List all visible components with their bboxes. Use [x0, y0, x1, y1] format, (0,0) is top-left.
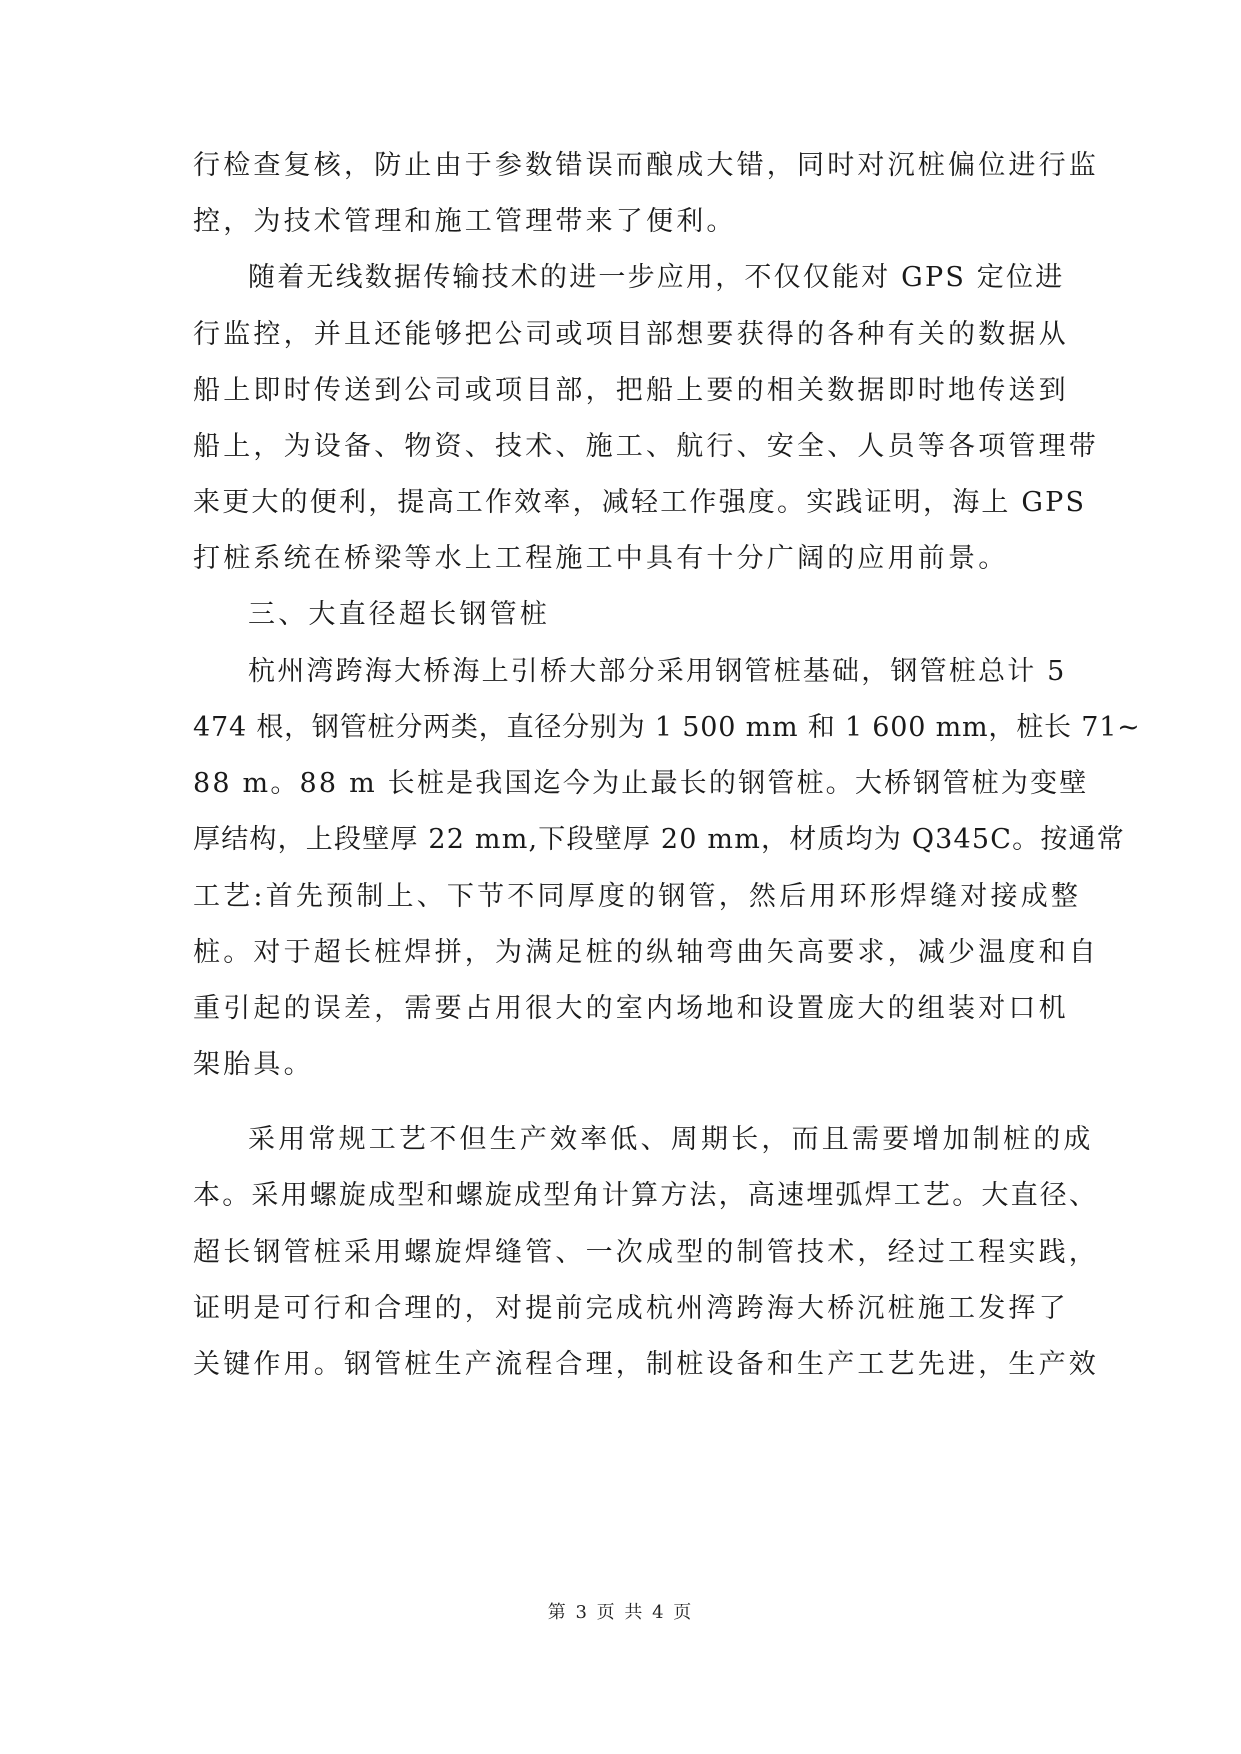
text-line: 关键作用。钢管桩生产流程合理，制桩设备和生产工艺先进，生产效	[193, 1349, 1099, 1380]
text-line: 船上，为设备、物资、技术、施工、航行、安全、人员等各项管理带	[193, 431, 1099, 462]
text-line: 重引起的误差，需要占用很大的室内场地和设置庞大的组装对口机	[193, 993, 1069, 1024]
text-line: 杭州湾跨海大桥海上引桥大部分采用钢管桩基础，钢管桩总计 5	[248, 656, 1067, 687]
text-line: 本。采用螺旋成型和螺旋成型角计算方法，高速埋弧焊工艺。大直径、	[193, 1180, 1099, 1211]
text-line: 架胎具。	[193, 1049, 314, 1080]
text-line: 来更大的便利，提高工作效率，减轻工作强度。实践证明，海上 GPS	[193, 487, 1087, 518]
text-line: 桩。对于超长桩焊拼，为满足桩的纵轴弯曲矢高要求，减少温度和自	[193, 937, 1099, 968]
text-line: 超长钢管桩采用螺旋焊缝管、一次成型的制管技术，经过工程实践，	[193, 1237, 1099, 1268]
text-line: 88 m。88 m 长桩是我国迄今为止最长的钢管桩。大桥钢管桩为变壁	[193, 768, 1089, 799]
text-line: 船上即时传送到公司或项目部，把船上要的相关数据即时地传送到	[193, 375, 1069, 406]
text-line: 控，为技术管理和施工管理带来了便利。	[193, 206, 737, 237]
text-line: 厚结构，上段壁厚 22 mm,下段壁厚 20 mm，材质均为 Q345C。按通常	[193, 824, 1125, 855]
text-line: 工艺:首先预制上、下节不同厚度的钢管，然后用环形焊缝对接成整	[193, 881, 1082, 912]
text-line: 474 根，钢管桩分两类，直径分别为 1 500 mm 和 1 600 mm，桩长 71~	[193, 712, 1141, 743]
page-number-footer: 第 3 页 共 4 页	[547, 1602, 694, 1623]
text-line: 打桩系统在桥梁等水上工程施工中具有十分广阔的应用前景。	[193, 543, 1009, 574]
text-line: 随着无线数据传输技术的进一步应用，不仅仅能对 GPS 定位进	[248, 262, 1065, 293]
text-line: 采用常规工艺不但生产效率低、周期长，而且需要增加制桩的成	[248, 1124, 1094, 1155]
text-line: 行检查复核，防止由于参数错误而酿成大错，同时对沉桩偏位进行监	[193, 150, 1099, 181]
text-line: 行监控，并且还能够把公司或项目部想要获得的各种有关的数据从	[193, 319, 1069, 350]
text-line: 证明是可行和合理的，对提前完成杭州湾跨海大桥沉桩施工发挥了	[193, 1293, 1069, 1324]
section-heading: 三、大直径超长钢管桩	[248, 599, 550, 630]
